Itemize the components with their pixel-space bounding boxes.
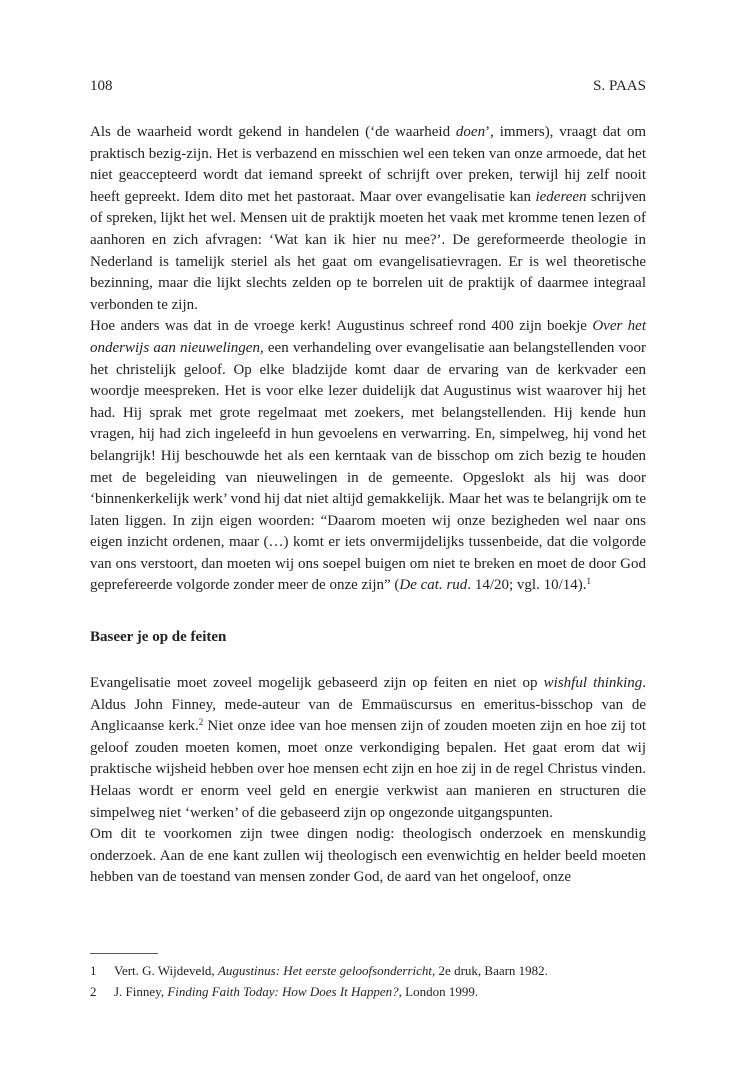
footnote-2: [90, 981, 646, 1002]
paragraph-1-italic-b: iedereen: [535, 188, 587, 205]
paragraph-2-text-c: . 14/20; vgl. 10/14).: [467, 577, 587, 594]
paragraph-2-italic-a: Over het onderwijs aan nieuwelingen: [90, 318, 646, 356]
paragraph-2-text-a: Hoe anders was dat in de vroege kerk! Augustinus schreef rond 400 zijn boekje: [90, 318, 593, 335]
footnote-1-post: , 2e druk, Baarn 1982.: [432, 963, 548, 978]
body-text-section-1: [90, 122, 646, 597]
footnote-text: [114, 981, 478, 1002]
paragraph-4: [90, 824, 646, 889]
running-author: S. PAAS: [593, 78, 646, 94]
page-number: 108: [90, 78, 113, 94]
paragraph-1-text-b: ’, immers), vraagt dat om praktisch bezig-zijn. Het is verbazend en misschien wel een teken van onze armoede, dat het niet geaccepteerd wordt dat iemand spreekt of schrijft over preken, terwijl hij zelf nooit heeft gepreekt. Idem dito met het pastoraat. Maar over evangelisatie kan: [90, 124, 646, 205]
footnote-text: [114, 960, 548, 981]
paragraph-3: [90, 673, 646, 824]
footnote-1-pre: Vert. G. Wijdeveld,: [114, 963, 218, 978]
footnotes: [90, 960, 646, 1002]
paragraph-3-text-b: . Aldus John Finney, mede-auteur van de Emmaüscursus en emeritus-bisschop van de Anglicaanse kerk.: [90, 675, 646, 735]
paragraph-1-italic-a: doen: [455, 124, 486, 140]
footnote-ref-1[interactable]: 1: [586, 576, 591, 587]
paragraph-1-text-c: schrijven of spreken, lijkt het wel. Mensen uit de praktijk moeten het vaak met kromme tenen lezen of aanhoren en zich afvragen: ‘Wat kan ik hier nu mee?’. De gereformeerde theologie in Nederland is tamelijk steriel als het gaat om evangelisatievragen. Er is wel theoretische bezinning, maar die lijkt slechts zelden op te borrelen uit de praktijk of daarmee integraal verbonden te zijn.: [90, 188, 646, 313]
footnote-2-title: Finding Faith Today: How Does It Happen?: [167, 984, 399, 999]
paragraph-3-italic-a: wishful thinking: [543, 675, 643, 691]
section-heading: Baseer je op de feiten: [90, 629, 227, 645]
footnote-2-post: , London 1999.: [398, 984, 479, 999]
footnote-1: [90, 960, 646, 981]
paragraph-3-text-c: Niet onze idee van hoe mensen zijn of zouden moeten zijn en hoe zij tot geloof zouden moeten komen, moet onze verkondiging bepalen. Het gaat erom dat wij praktische wijsheid hebben over hoe mensen echt zijn en hoe zij in de regel Christus vinden. Helaas wordt er enorm veel geld en energie verkwist aan manieren en structuren die simpelweg niet ‘werken’ of die gebaseerd zijn op ongezonde uitgangspunten.: [90, 718, 646, 821]
footnote-1-title: Augustinus: Het eerste geloofsonderricht: [217, 963, 433, 978]
paragraph-1-text-a: Als de waarheid wordt gekend in handelen (‘de waarheid: [90, 124, 456, 140]
footnote-2-pre: J. Finney,: [114, 984, 168, 999]
paragraph-2: [90, 316, 646, 597]
running-header: [90, 76, 646, 96]
footnote-number: 2: [90, 984, 97, 999]
paragraph-2-text-b: , een verhandeling over evangelisatie aan belangstellenden voor het christelijk geloof. Op elke bladzijde komt daar de ervaring van de kerkvader een woordje meespreken. Het is voor elke lezer duidelijk dat Augustinus wist waarover hij het had. Hij sprak met grote regelmaat met zoekers, met belangstellenden. Hij kende hun vragen, hij had zich ingeleefd in hun gevoelens en verwarring. En, simpelweg, hij vond het belangrijk! Hij beschouwde het als een kerntaak van de bisschop om zich bezig te houden met de begeleiding van nieuwelingen in de gemeente. Opgeslokt als hij was door ‘binnenkerkelijk werk’ vond hij dat niet altijd gemakkelijk. Maar het was te belangrijk om te laten liggen. In zijn eigen woorden: “Daarom moeten wij onze bezigheden wel naar ons eigen inzicht ordenen, maar (…) komt er iets onvermijdelijks tussenbeide, dat die volgorde van ons verstoort, dan moeten wij ons soepel buigen om niet te breken en moet de door God geprefereerde volgorde zonder meer de onze zijn” (: [90, 339, 646, 594]
paragraph-3-text-a: Evangelisatie moet zoveel mogelijk gebaseerd zijn op feiten en niet op: [90, 675, 544, 691]
footnote-number: 1: [90, 963, 97, 978]
paragraph-1: [90, 122, 646, 316]
body-text-section-2: [90, 673, 646, 889]
footnote-divider: [90, 953, 158, 954]
paragraph-4-text-a: Om dit te voorkomen zijn twee dingen nodig: theologisch onderzoek en menskundig onderzoek. Aan de ene kant zullen wij theologisch een evenwichtig en helder beeld moeten hebben van de toestand van mensen zonder God, de aard van het ongeloof, onze: [90, 826, 646, 886]
footnote-ref-2[interactable]: 2: [198, 717, 204, 728]
paragraph-2-italic-b: De cat. rud: [399, 577, 468, 594]
